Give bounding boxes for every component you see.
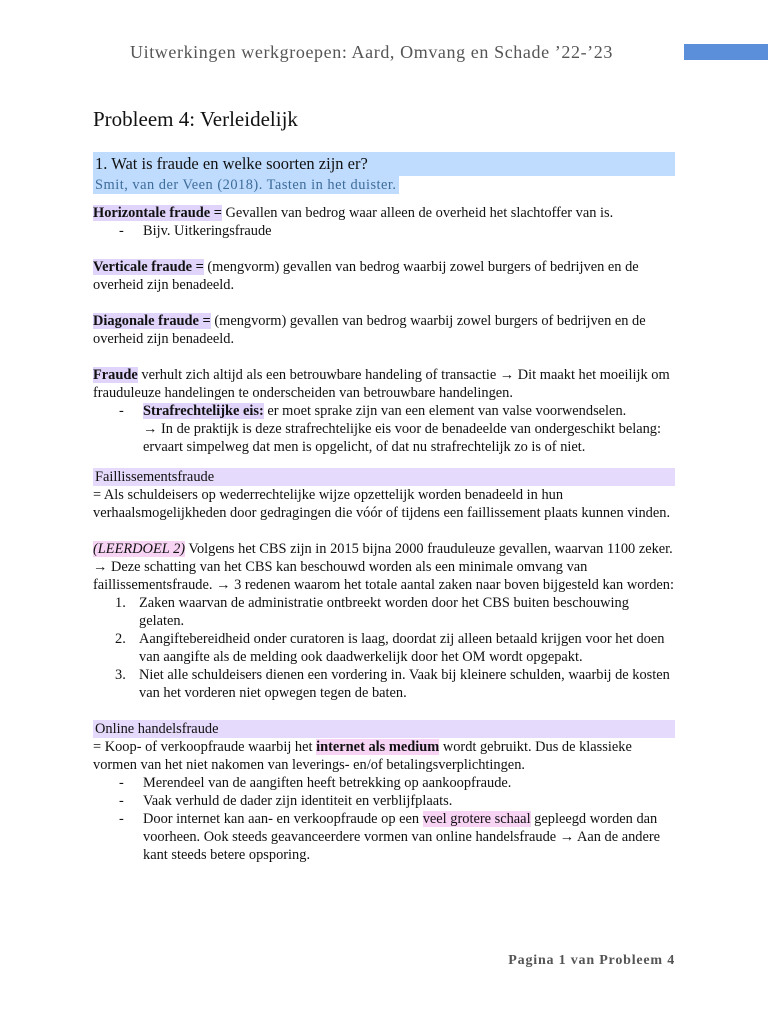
fraude-term: Fraude	[93, 367, 138, 383]
diagonale-term: Diagonale fraude =	[93, 313, 211, 329]
online-heading: Online handelsfraude	[93, 720, 675, 738]
page-title: Probleem 4: Verleidelijk	[93, 107, 298, 131]
faillissement-reasons	[93, 594, 675, 702]
header-accent-bar	[684, 44, 768, 60]
list-item: 2. Aangiftebereidheid onder curatoren is laag, doordat zij alleen betaald krijgen voor het doen van aangifte als de melding ook daadwerkelijk door het OM wordt opgepakt.	[115, 631, 665, 665]
list-item: - Strafrechtelijke eis: er moet sprake zijn van een element van valse voorwendselen.	[93, 402, 675, 420]
question-source: Smit, van der Veen (2018). Tasten in het duister.	[95, 177, 397, 193]
horizontale-examples	[93, 222, 675, 240]
fraude-bullets	[93, 402, 675, 420]
internet-medium-highlight: internet als medium	[316, 739, 440, 755]
list-item: - Bijv. Uitkeringsfraude	[93, 222, 675, 240]
online-bullets	[93, 774, 675, 864]
online-definition: = Koop- of verkoopfraude waarbij het internet als medium wordt gebruikt. Dus de klassieke vormen van het niet nakomen van leverings- en/of betalingsverplichtingen.	[93, 739, 632, 773]
fraude-paragraph: Fraude verhult zich altijd als een betrouwbare handeling of transactie → Dit maakt het moeilijk om frauduleuze handelingen te onderscheiden van betrouwbare handelingen.	[93, 367, 670, 401]
faillissement-definition: = Als schuldeisers op wederrechtelijke wijze opzettelijk worden benadeeld in hun verhaalsmogelijkheden door gedragingen die vóór of tijdens een faillissement plaats kunnen vinden.	[93, 487, 671, 521]
question-heading	[93, 152, 675, 176]
faillissement-paragraph: (LEERDOEL 2) Volgens het CBS zijn in 2015 bijna 2000 frauduleuze gevallen, waarvan 1100 zeker. → Deze schatting van het CBS kan beschouwd worden als een minimale omvang van faillissementsfraude. → 3 redenen waarom het totale aantal zaken naar boven bijgesteld kan worden:	[93, 541, 674, 593]
verticale-term: Verticale fraude =	[93, 259, 204, 275]
grotere-schaal-highlight: veel grotere schaal	[422, 811, 531, 827]
document-body	[93, 152, 675, 864]
diagonale-definition: Diagonale fraude = (mengvorm) gevallen van bedrog waarbij zowel burgers of bedrijven en de overheid zijn benadeeld.	[93, 313, 646, 347]
list-item: 1. Zaken waarvan de administratie ontbreekt worden door het CBS buiten beschouwing gelaten.	[115, 595, 629, 629]
list-item: - Vaak verhuld de dader zijn identiteit en verblijfplaats.	[93, 792, 675, 810]
list-item: - Merendeel van de aangiften heeft betrekking op aankoopfraude.	[93, 774, 675, 792]
question-title: 1. Wat is fraude en welke soorten zijn er?	[95, 154, 368, 173]
list-item: - Door internet kan aan- en verkoopfraude op een veel grotere schaal gepleegd worden dan voorheen. Ook steeds geavanceerdere vormen van online handelsfraude → Aan de andere kant steeds betere opsporing.	[93, 810, 675, 864]
running-header: Uitwerkingen werkgroepen: Aard, Omvang en Schade ’22-’23	[130, 42, 613, 62]
list-item: 3. Niet alle schuldeisers dienen een vordering in. Vaak bij kleinere schulden, waarbij de kosten van het vorderen niet opwegen tegen de baten.	[115, 667, 670, 701]
leerdoel-tag: (LEERDOEL 2)	[93, 541, 186, 557]
horizontale-definition: Horizontale fraude = Gevallen van bedrog waar alleen de overheid het slachtoffer van is.	[93, 205, 614, 221]
horizontale-term: Horizontale fraude =	[93, 205, 222, 221]
page-footer: Pagina 1 van Probleem 4	[508, 953, 675, 968]
verticale-definition: Verticale fraude = (mengvorm) gevallen van bedrog waarbij zowel burgers of bedrijven en de overheid zijn benadeeld.	[93, 259, 639, 293]
strafrechtelijke-term: Strafrechtelijke eis:	[143, 403, 264, 419]
fraude-bullet-continuation: → In de praktijk is deze strafrechtelijke eis voor de benadeelde van ondergeschikt belang: ervaart simpelweg dat men is opgelicht, of dat nu strafrechtelijk zo is of niet.	[143, 421, 661, 455]
faillissement-heading: Faillissementsfraude	[93, 468, 675, 486]
